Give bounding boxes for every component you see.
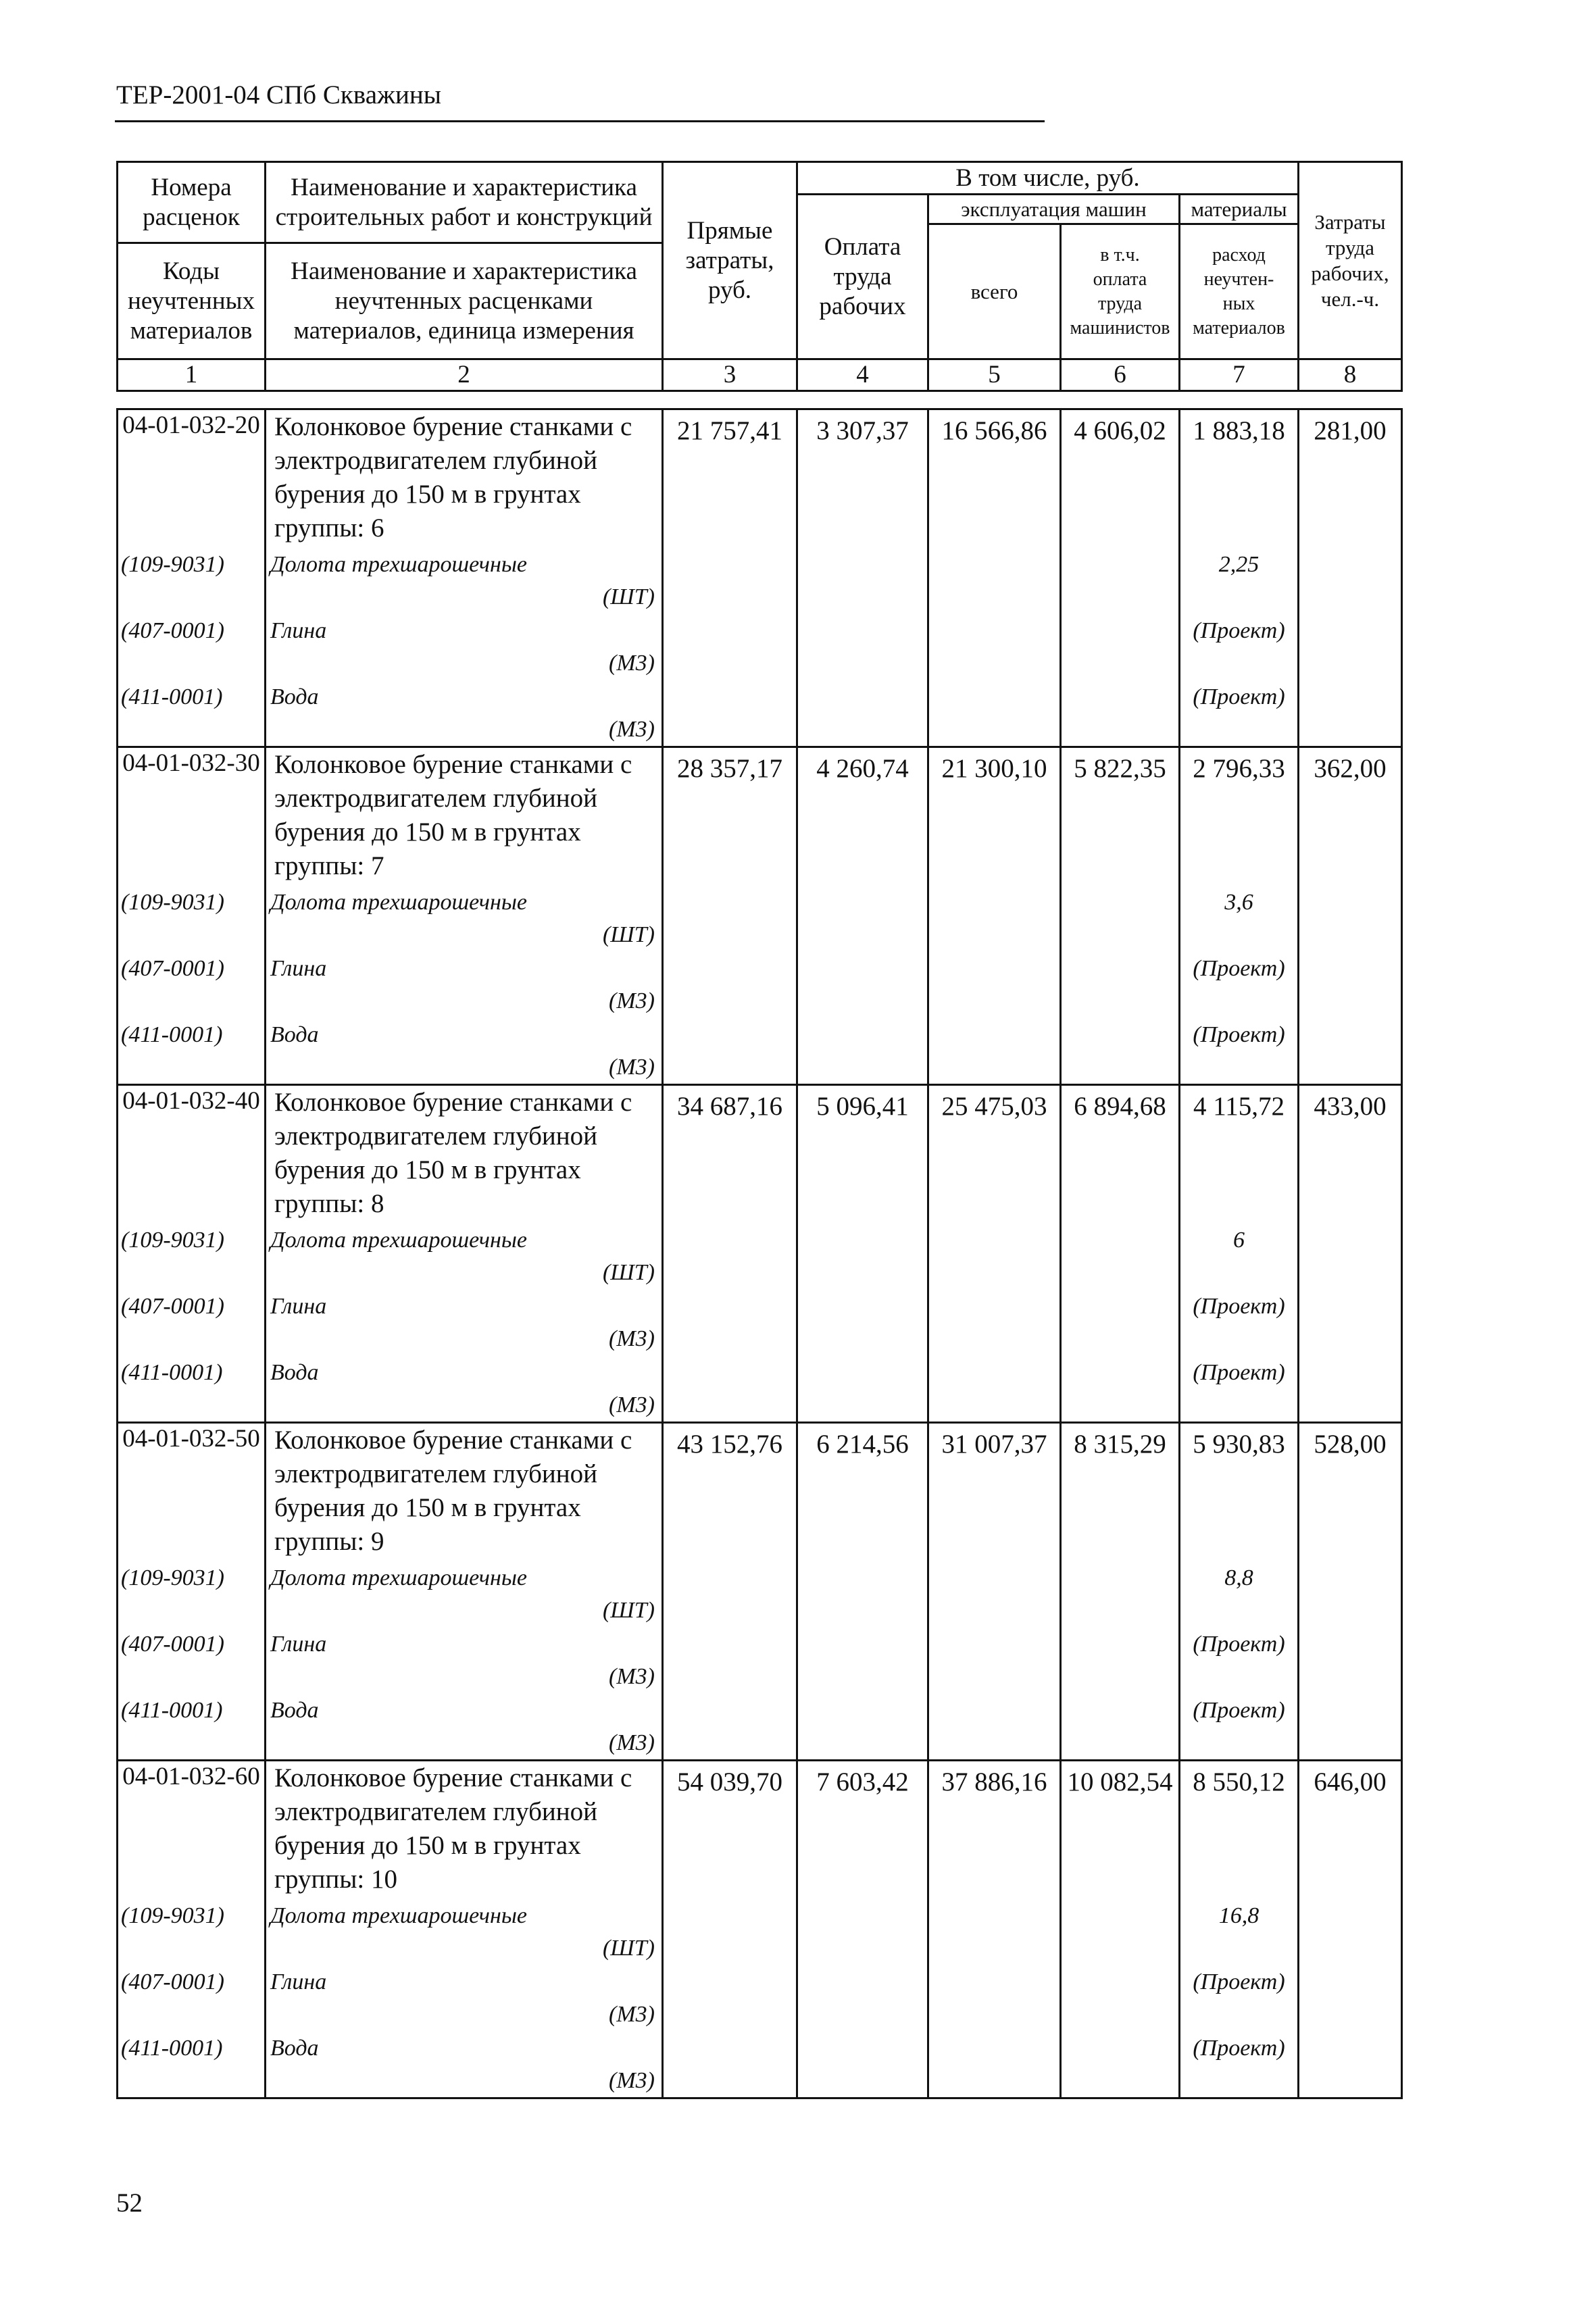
empty-cell	[797, 1628, 928, 1694]
material-name: Вода	[270, 684, 319, 709]
empty-cell	[928, 1019, 1061, 1085]
empty-cell	[1299, 2032, 1402, 2098]
description-line: группы: 6	[274, 513, 384, 543]
empty-cell	[797, 549, 928, 615]
empty-cell	[663, 681, 797, 747]
rate-code: 04-01-032-50	[118, 1423, 266, 1562]
material-name-cell	[266, 1224, 663, 1290]
empty-cell	[928, 953, 1061, 1019]
header-line: чел.-ч.	[1320, 286, 1380, 311]
header-line: машинистов	[1070, 317, 1170, 338]
material-code: (109-9031)	[118, 1562, 266, 1628]
header-line: расценок	[143, 203, 240, 231]
empty-cell	[1299, 953, 1402, 1019]
header-line: рабочих	[819, 292, 906, 320]
material-code: (407-0001)	[118, 1628, 266, 1694]
header-line: Затраты	[1314, 209, 1386, 234]
empty-cell	[1061, 1290, 1180, 1357]
empty-cell	[663, 549, 797, 615]
header-line: материалов	[130, 316, 253, 345]
material-row	[118, 1224, 1402, 1290]
rate-description	[266, 1423, 663, 1562]
empty-cell	[1061, 1628, 1180, 1694]
empty-cell	[797, 1900, 928, 1966]
material-unit: (ШТ)	[602, 1259, 655, 1285]
material-unit: (ШТ)	[602, 584, 655, 609]
empty-cell	[1061, 681, 1180, 747]
material-name-cell	[266, 1694, 663, 1761]
empty-cell	[1299, 681, 1402, 747]
empty-cell	[663, 1019, 797, 1085]
empty-cell	[1061, 886, 1180, 953]
material-name: Глина	[270, 1969, 327, 1994]
material-name: Вода	[270, 2035, 319, 2061]
material-code: (411-0001)	[118, 1694, 266, 1761]
material-unit: (ШТ)	[602, 1597, 655, 1623]
material-consumption: 6	[1180, 1224, 1299, 1290]
column-header-table	[116, 161, 1403, 392]
empty-cell	[663, 886, 797, 953]
header-line: труда	[833, 262, 892, 291]
value-hours: 433,00	[1299, 1085, 1402, 1224]
header-line: рабочих,	[1311, 261, 1389, 285]
header-line: расход	[1212, 244, 1266, 266]
material-name: Долота трехшарошечные	[270, 1903, 527, 1928]
col5-header: всего	[928, 224, 1061, 359]
empty-cell	[1061, 2032, 1180, 2098]
value-direct: 28 357,17	[663, 747, 797, 886]
empty-cell	[1299, 1290, 1402, 1357]
description-line: группы: 9	[274, 1527, 384, 1556]
empty-cell	[928, 2032, 1061, 2098]
col7-header	[1180, 224, 1299, 359]
empty-cell	[663, 1694, 797, 1761]
empty-cell	[1061, 1562, 1180, 1628]
rates-table	[116, 408, 1403, 2099]
empty-cell	[928, 615, 1061, 681]
empty-cell	[928, 886, 1061, 953]
value-mach-total: 16 566,86	[928, 409, 1061, 549]
material-unit: (М3)	[609, 1663, 655, 1689]
material-code: (407-0001)	[118, 615, 266, 681]
empty-cell	[663, 1900, 797, 1966]
description-line: Колонковое бурение станками с	[274, 412, 632, 441]
empty-cell	[928, 1290, 1061, 1357]
description-line: группы: 8	[274, 1189, 384, 1218]
material-unit: (ШТ)	[602, 1935, 655, 1961]
empty-cell	[928, 1900, 1061, 1966]
material-code: (109-9031)	[118, 886, 266, 953]
column-number: 6	[1061, 359, 1180, 391]
value-labor: 7 603,42	[797, 1761, 928, 1900]
material-consumption: (Проект)	[1180, 681, 1299, 747]
material-name: Глина	[270, 618, 327, 643]
table-row	[118, 747, 1402, 886]
empty-cell	[1299, 1900, 1402, 1966]
material-unit: (М3)	[609, 1730, 655, 1755]
material-row	[118, 1562, 1402, 1628]
description-line: электродвигателем глубиной	[274, 784, 598, 813]
empty-cell	[1299, 1019, 1402, 1085]
empty-cell	[1061, 1694, 1180, 1761]
rate-description	[266, 1085, 663, 1224]
material-consumption: (Проект)	[1180, 1628, 1299, 1694]
material-row	[118, 615, 1402, 681]
empty-cell	[928, 1628, 1061, 1694]
empty-cell	[1299, 886, 1402, 953]
empty-cell	[663, 1357, 797, 1423]
value-mach-labor: 4 606,02	[1061, 409, 1180, 549]
material-consumption: 2,25	[1180, 549, 1299, 615]
material-unit: (М3)	[609, 716, 655, 742]
header-line: затраты,	[685, 246, 774, 274]
description-line: бурения до 150 м в грунтах	[274, 480, 581, 509]
material-row	[118, 1900, 1402, 1966]
column-number: 3	[663, 359, 797, 391]
value-hours: 646,00	[1299, 1761, 1402, 1900]
col2-bottom-header	[266, 243, 663, 359]
rate-code: 04-01-032-30	[118, 747, 266, 886]
empty-cell	[1299, 1562, 1402, 1628]
material-name-cell	[266, 681, 663, 747]
material-consumption: (Проект)	[1180, 1019, 1299, 1085]
empty-cell	[797, 2032, 928, 2098]
material-unit: (М3)	[609, 650, 655, 676]
material-consumption: (Проект)	[1180, 1694, 1299, 1761]
empty-cell	[928, 549, 1061, 615]
empty-cell	[1061, 615, 1180, 681]
material-row	[118, 1357, 1402, 1423]
empty-cell	[663, 615, 797, 681]
material-name: Долота трехшарошечные	[270, 551, 527, 577]
value-mach-labor: 10 082,54	[1061, 1761, 1180, 1900]
value-direct: 54 039,70	[663, 1761, 797, 1900]
rate-description	[266, 1761, 663, 1900]
value-mach-total: 37 886,16	[928, 1761, 1061, 1900]
column-number: 2	[266, 359, 663, 391]
empty-cell	[928, 1357, 1061, 1423]
material-consumption: (Проект)	[1180, 2032, 1299, 2098]
empty-cell	[928, 1562, 1061, 1628]
value-mach-labor: 6 894,68	[1061, 1085, 1180, 1224]
material-row	[118, 549, 1402, 615]
description-line: группы: 7	[274, 851, 384, 880]
material-name: Вода	[270, 1359, 319, 1385]
column-number: 4	[797, 359, 928, 391]
material-name: Глина	[270, 1293, 327, 1319]
empty-cell	[1061, 1966, 1180, 2032]
empty-cell	[1061, 549, 1180, 615]
empty-cell	[797, 1966, 928, 2032]
empty-cell	[797, 1694, 928, 1761]
description-line: электродвигателем глубиной	[274, 1459, 598, 1488]
description-line: Колонковое бурение станками с	[274, 1426, 632, 1455]
material-row	[118, 1966, 1402, 2032]
rate-code: 04-01-032-40	[118, 1085, 266, 1224]
empty-cell	[663, 2032, 797, 2098]
value-labor: 4 260,74	[797, 747, 928, 886]
material-name-cell	[266, 953, 663, 1019]
value-labor: 3 307,37	[797, 409, 928, 549]
header-line: ных	[1222, 293, 1255, 314]
header-line: материалов, единица измерения	[293, 316, 634, 345]
material-name: Долота трехшарошечные	[270, 1227, 527, 1253]
description-line: бурения до 150 м в грунтах	[274, 1493, 581, 1522]
material-unit: (М3)	[609, 988, 655, 1013]
empty-cell	[797, 1019, 928, 1085]
value-materials: 8 550,12	[1180, 1761, 1299, 1900]
value-mach-total: 31 007,37	[928, 1423, 1061, 1562]
header-line: неучтенных	[128, 286, 255, 315]
material-row	[118, 2032, 1402, 2098]
page-number: 52	[116, 2188, 143, 2217]
value-materials: 2 796,33	[1180, 747, 1299, 886]
material-consumption: (Проект)	[1180, 615, 1299, 681]
description-line: электродвигателем глубиной	[274, 446, 598, 475]
rate-description	[266, 409, 663, 549]
material-consumption: 16,8	[1180, 1900, 1299, 1966]
material-code: (411-0001)	[118, 2032, 266, 2098]
rate-code: 04-01-032-60	[118, 1761, 266, 1900]
value-direct: 34 687,16	[663, 1085, 797, 1224]
empty-cell	[1299, 1694, 1402, 1761]
material-row	[118, 953, 1402, 1019]
material-name: Долота трехшарошечные	[270, 1565, 527, 1590]
rate-description	[266, 747, 663, 886]
header-line: неучтен-	[1203, 268, 1274, 290]
value-mach-total: 21 300,10	[928, 747, 1061, 886]
table-row	[118, 1761, 1402, 1900]
header-line: неучтенных расценками	[334, 286, 593, 315]
empty-cell	[797, 953, 928, 1019]
material-name-cell	[266, 1628, 663, 1694]
empty-cell	[928, 1966, 1061, 2032]
empty-cell	[797, 681, 928, 747]
material-code: (411-0001)	[118, 1019, 266, 1085]
header-line: материалов	[1193, 317, 1285, 338]
column-number: 5	[928, 359, 1061, 391]
empty-cell	[1299, 615, 1402, 681]
header-rule	[115, 120, 1045, 122]
material-name: Вода	[270, 1022, 319, 1047]
col3-header	[663, 162, 797, 359]
header-line: Номера	[151, 173, 232, 201]
empty-cell	[1061, 1224, 1180, 1290]
column-number: 1	[118, 359, 266, 391]
empty-cell	[663, 1628, 797, 1694]
value-direct: 43 152,76	[663, 1423, 797, 1562]
description-line: Колонковое бурение станками с	[274, 1763, 632, 1792]
material-consumption: (Проект)	[1180, 953, 1299, 1019]
empty-cell	[797, 1224, 928, 1290]
material-name-cell	[266, 1019, 663, 1085]
material-name-cell	[266, 886, 663, 953]
header-line: Оплата	[824, 232, 901, 261]
empty-cell	[663, 1966, 797, 2032]
column-number: 8	[1299, 359, 1402, 391]
material-unit: (М3)	[609, 1326, 655, 1351]
empty-cell	[1061, 1900, 1180, 1966]
material-unit: (ШТ)	[602, 922, 655, 947]
description-line: Колонковое бурение станками с	[274, 750, 632, 779]
header-line: оплата	[1093, 268, 1147, 290]
table-row	[118, 409, 1402, 549]
value-mach-labor: 8 315,29	[1061, 1423, 1180, 1562]
value-hours: 281,00	[1299, 409, 1402, 549]
empty-cell	[1061, 1357, 1180, 1423]
material-unit: (М3)	[609, 1392, 655, 1417]
material-name: Глина	[270, 1631, 327, 1657]
material-code: (109-9031)	[118, 549, 266, 615]
value-materials: 1 883,18	[1180, 409, 1299, 549]
empty-cell	[797, 1562, 928, 1628]
empty-cell	[663, 1290, 797, 1357]
col1-bottom-header	[118, 243, 266, 359]
material-code: (407-0001)	[118, 1966, 266, 2032]
material-name: Вода	[270, 1697, 319, 1723]
material-row	[118, 681, 1402, 747]
header-line: строительных работ и конструкций	[275, 203, 653, 231]
value-materials: 5 930,83	[1180, 1423, 1299, 1562]
material-name-cell	[266, 2032, 663, 2098]
material-row	[118, 1290, 1402, 1357]
material-code: (109-9031)	[118, 1224, 266, 1290]
empty-cell	[1061, 953, 1180, 1019]
empty-cell	[1299, 1966, 1402, 2032]
col4-header	[797, 195, 928, 359]
col8-header	[1299, 162, 1402, 359]
material-name-cell	[266, 1562, 663, 1628]
value-direct: 21 757,41	[663, 409, 797, 549]
materials-header: материалы	[1180, 195, 1299, 224]
header-line: Наименование и характеристика	[291, 257, 637, 285]
material-consumption: 3,6	[1180, 886, 1299, 953]
empty-cell	[797, 615, 928, 681]
material-code: (407-0001)	[118, 953, 266, 1019]
material-code: (407-0001)	[118, 1290, 266, 1357]
material-name-cell	[266, 615, 663, 681]
empty-cell	[1299, 1628, 1402, 1694]
material-row	[118, 1628, 1402, 1694]
empty-cell	[1299, 1357, 1402, 1423]
header-line: руб.	[707, 276, 752, 304]
description-line: бурения до 150 м в грунтах	[274, 818, 581, 847]
description-line: бурения до 150 м в грунтах	[274, 1831, 581, 1860]
value-labor: 5 096,41	[797, 1085, 928, 1224]
material-code: (411-0001)	[118, 1357, 266, 1423]
material-consumption: (Проект)	[1180, 1357, 1299, 1423]
description-line: электродвигателем глубиной	[274, 1797, 598, 1826]
material-code: (411-0001)	[118, 681, 266, 747]
empty-cell	[797, 1357, 928, 1423]
empty-cell	[663, 1562, 797, 1628]
value-mach-labor: 5 822,35	[1061, 747, 1180, 886]
header-line: Прямые	[687, 216, 773, 245]
col6-header	[1061, 224, 1180, 359]
material-name-cell	[266, 1900, 663, 1966]
header-line: труда	[1325, 235, 1375, 259]
material-name-cell	[266, 1357, 663, 1423]
page-header: ТЕР-2001-04 СПб Скважины	[116, 80, 441, 109]
material-name-cell	[266, 1290, 663, 1357]
empty-cell	[928, 1694, 1061, 1761]
header-line: труда	[1097, 293, 1143, 314]
material-name-cell	[266, 1966, 663, 2032]
value-mach-total: 25 475,03	[928, 1085, 1061, 1224]
material-consumption: 8,8	[1180, 1562, 1299, 1628]
empty-cell	[663, 1224, 797, 1290]
machines-header: эксплуатация машин	[928, 195, 1180, 224]
empty-cell	[1299, 549, 1402, 615]
material-code: (109-9031)	[118, 1900, 266, 1966]
empty-cell	[928, 681, 1061, 747]
table-row	[118, 1423, 1402, 1562]
material-name: Долота трехшарошечные	[270, 889, 527, 915]
material-row	[118, 1694, 1402, 1761]
col1-top-header	[118, 162, 266, 243]
col2-top-header	[266, 162, 663, 243]
empty-cell	[797, 886, 928, 953]
material-name: Глина	[270, 955, 327, 981]
material-unit: (М3)	[609, 1054, 655, 1080]
group-header: В том числе, руб.	[797, 162, 1299, 195]
empty-cell	[797, 1290, 928, 1357]
material-row	[118, 886, 1402, 953]
description-line: Колонковое бурение станками с	[274, 1088, 632, 1117]
table-row	[118, 1085, 1402, 1224]
value-hours: 362,00	[1299, 747, 1402, 886]
value-hours: 528,00	[1299, 1423, 1402, 1562]
value-materials: 4 115,72	[1180, 1085, 1299, 1224]
header-line: в т.ч.	[1100, 244, 1140, 266]
empty-cell	[1061, 1019, 1180, 1085]
rate-code: 04-01-032-20	[118, 409, 266, 549]
value-labor: 6 214,56	[797, 1423, 928, 1562]
header-line: Наименование и характеристика	[291, 173, 637, 201]
header-line: Коды	[163, 257, 220, 285]
material-consumption: (Проект)	[1180, 1290, 1299, 1357]
material-row	[118, 1019, 1402, 1085]
material-name-cell	[266, 549, 663, 615]
description-line: группы: 10	[274, 1865, 398, 1894]
empty-cell	[1299, 1224, 1402, 1290]
column-number: 7	[1180, 359, 1299, 391]
empty-cell	[928, 1224, 1061, 1290]
description-line: электродвигателем глубиной	[274, 1122, 598, 1151]
description-line: бурения до 150 м в грунтах	[274, 1155, 581, 1184]
material-unit: (М3)	[609, 2001, 655, 2027]
empty-cell	[663, 953, 797, 1019]
material-consumption: (Проект)	[1180, 1966, 1299, 2032]
material-unit: (М3)	[609, 2067, 655, 2093]
